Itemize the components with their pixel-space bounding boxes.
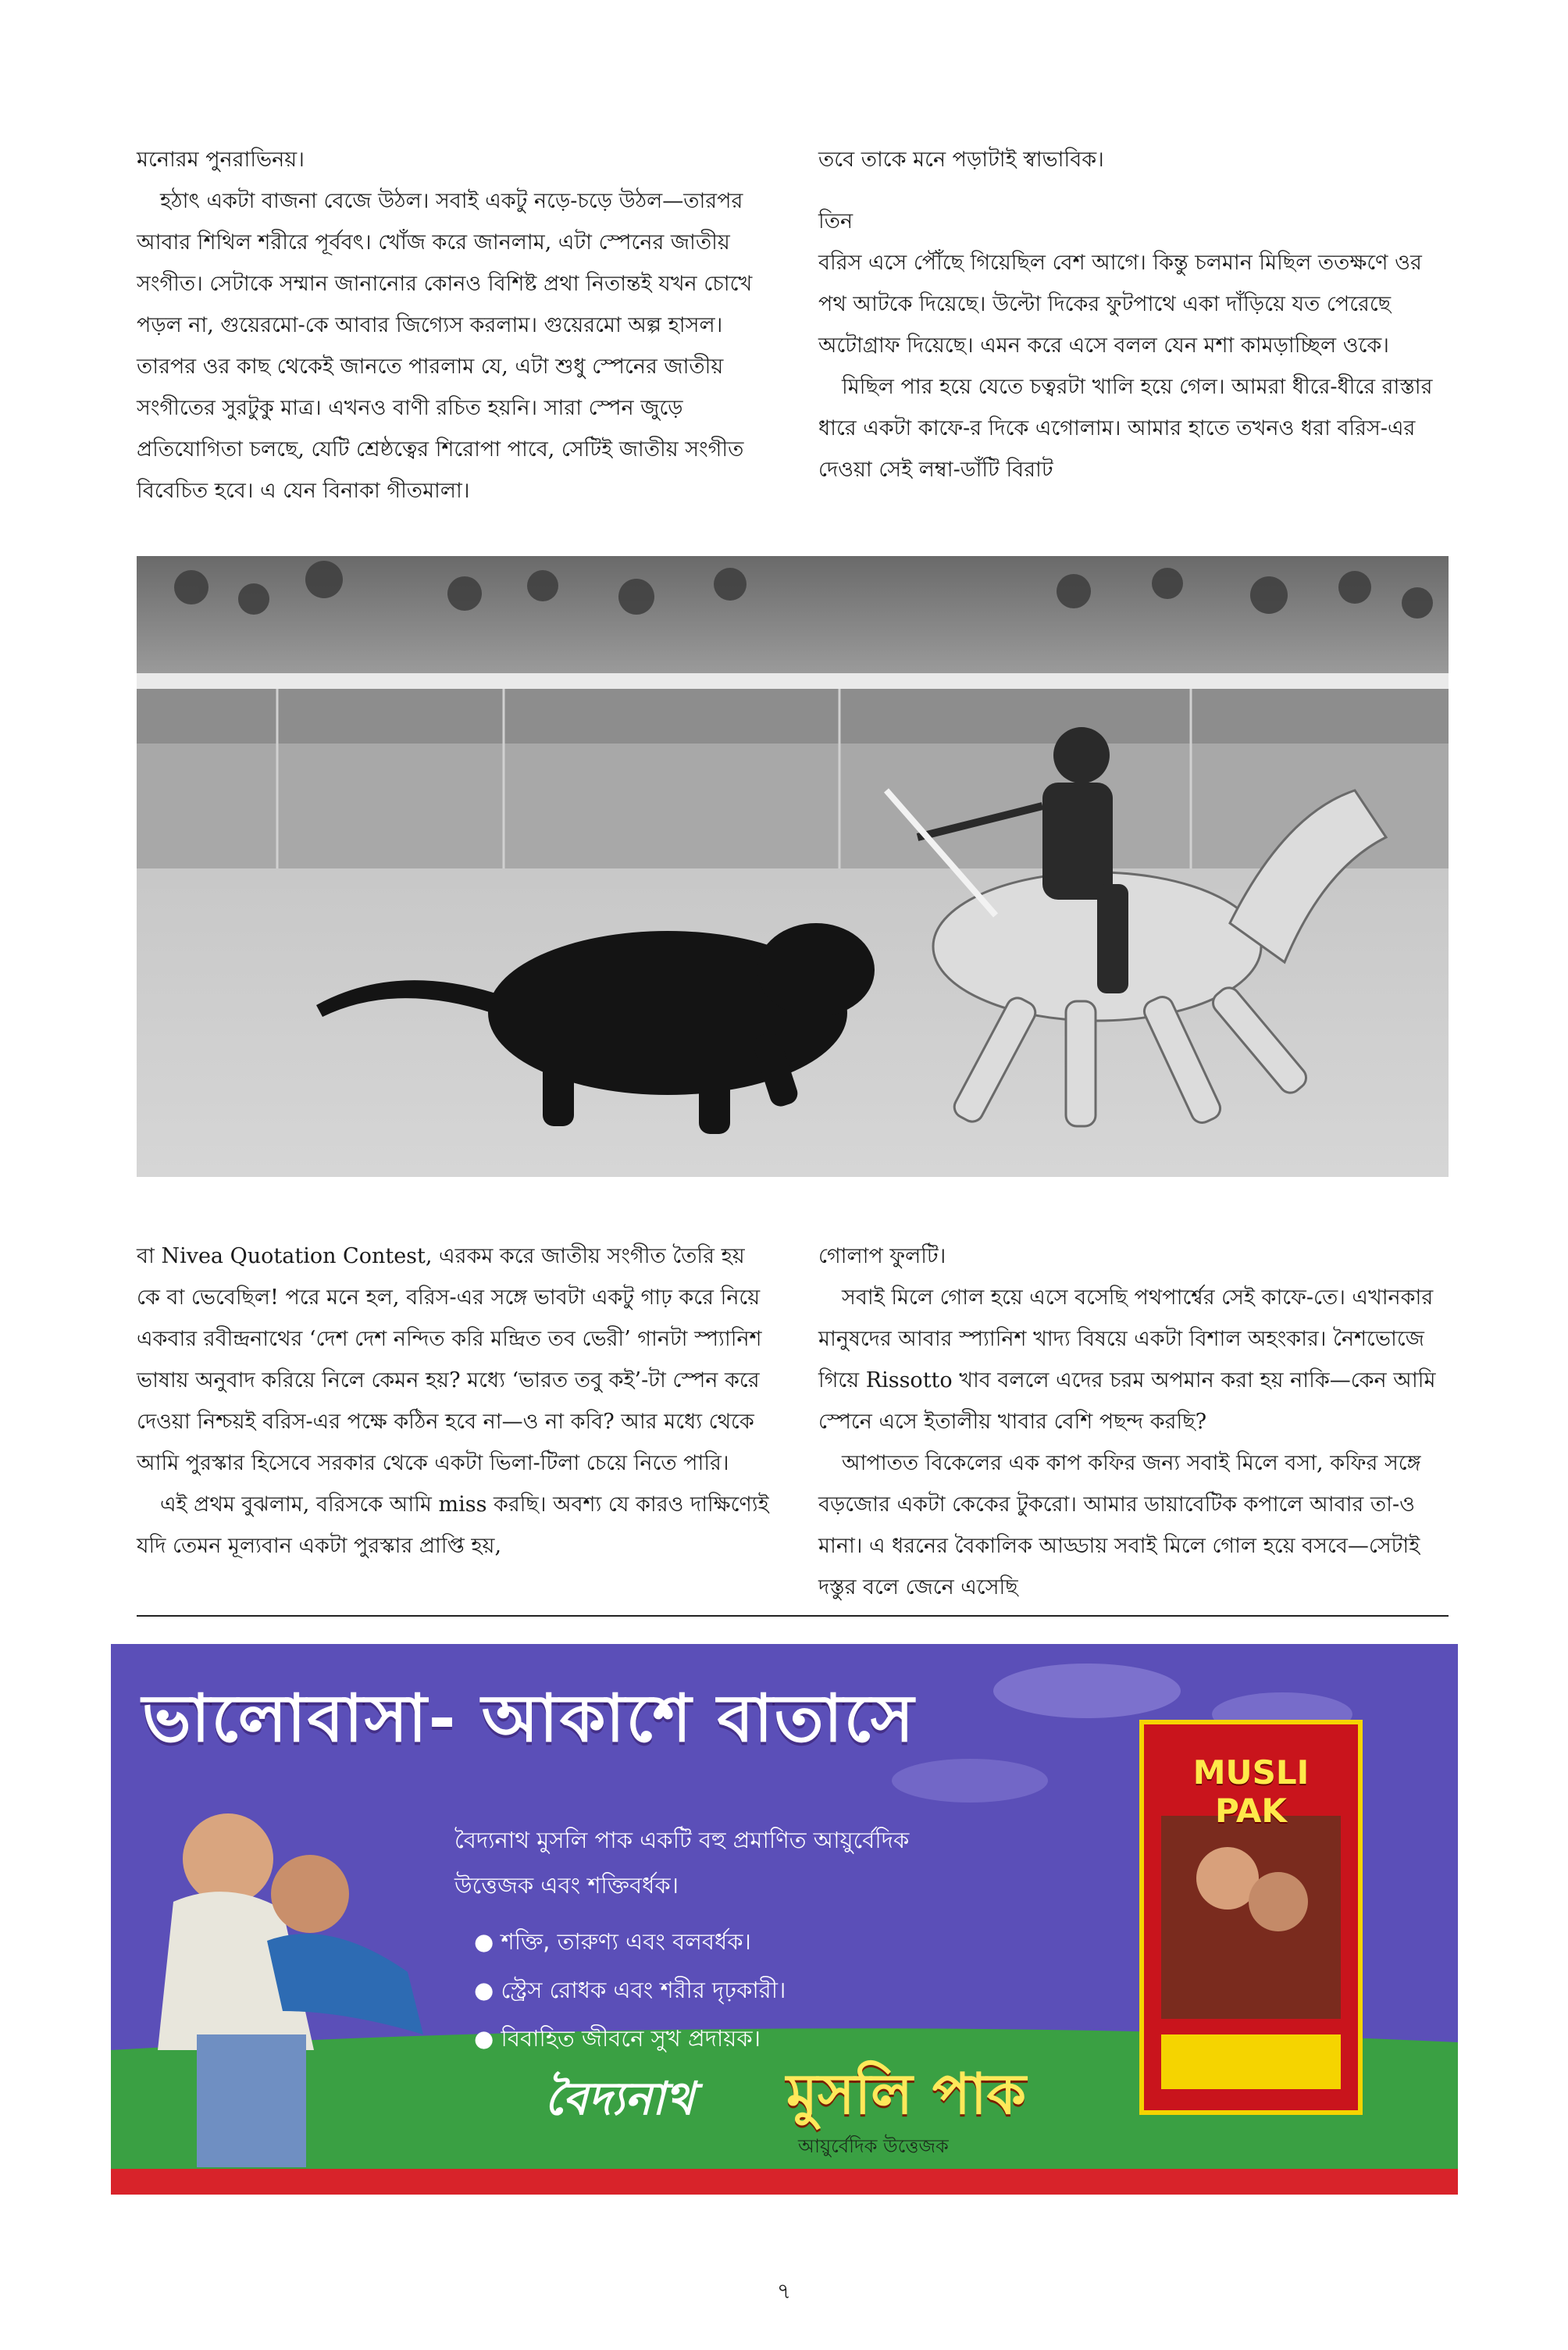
paragraph: মনোরম পুনরাভিনয়।: [137, 148, 305, 172]
bullfight-photo: [137, 556, 1449, 1177]
paragraph: তবে তাকে মনে পড়াটাই স্বাভাবিক।: [818, 148, 1104, 172]
ad-tagline: আয়ুর্বেদিক উত্তেজক: [798, 2135, 949, 2157]
ad-bullet: ● বিবাহিত জীবনে সুখ প্রদায়ক।: [474, 2014, 786, 2063]
ad-bullet: ● শক্তি, তারুণ্য এবং বলবর্ধক।: [474, 1917, 786, 1966]
page-number: ৭: [776, 2278, 792, 2304]
ad-bullet-list: [474, 1917, 786, 2063]
section-heading: তিন: [818, 209, 853, 234]
paragraph: বরিস এসে পৌঁছে গিয়েছিল বেশ আগে। কিন্তু চলমান মিছিল ততক্ষণে ওর পথ আটকে দিয়েছে। উল্টো দিকের ফুটপাথে একা দাঁড়িয়ে যত পেরেছে অটোগ্রাফ দিয়েছে। এমন করে এসে বলল যেন মশা কামড়াচ্ছিল ওকে।: [818, 251, 1422, 358]
section-divider: [137, 1615, 1449, 1617]
paragraph: এই প্রথম বুঝলাম, বরিসকে আমি miss করছি। অবশ্য যে কারও দাক্ষিণ্যেই যদি তেমন মূল্যবান একটা পুরস্কার প্রাপ্তি হয়,: [137, 1492, 769, 1558]
ad-headline: ভালোবাসা- আকাশে বাতাসে: [142, 1680, 916, 1756]
paragraph: হঠাৎ একটা বাজনা বেজে উঠল। সবাই একটু নড়ে-চড়ে উঠল—তারপর আবার শিথিল শরীরে পূর্ববৎ। খোঁজ করে জানলাম, এটা স্পেনের জাতীয় সংগীত। সেটাকে সম্মান জানানোর কোনও বিশিষ্ট প্রথা নিতান্তই যখন চোখে পড়ল না, গুয়েরমো-কে আবার জিগ্যেস করলাম। গুয়েরমো অল্প হাসল। তারপর ওর কাছ থেকেই জানতে পারলাম যে, এটা শুধু স্পেনের জাতীয় সংগীতের সুরটুকু মাত্র। এখনও বাণী রচিত হয়নি। সারা স্পেন জুড়ে প্রতিযোগিতা চলছে, যেটি শ্রেষ্ঠত্বের শিরোপা পাবে, সেটিই জাতীয় সংগীত বিবেচিত হবে। এ যেন বিনাকা গীতমালা।: [137, 189, 753, 503]
musli-pak-advertisement: [111, 1644, 1458, 2195]
article-column-bottom-left: [137, 1236, 769, 1567]
ad-product-name: মুসলি পাক: [786, 2061, 1026, 2127]
paragraph: মিছিল পার হয়ে যেতে চত্বরটা খালি হয়ে গেল। আমরা ধীরে-ধীরে রাস্তার ধারে একটা কাফে-র দিকে এগোলাম। আমার হাতে তখনও ধরা বরিস-এর দেওয়া সেই লম্বা-ডাঁটি বিরাট: [818, 375, 1433, 482]
ad-bullet: ● স্ট্রেস রোধক এবং শরীর দৃঢ়কারী।: [474, 1966, 786, 2014]
article-column-bottom-right: [818, 1236, 1451, 1608]
product-box-label: MUSLI PAK: [1192, 1753, 1310, 1830]
paragraph: সবাই মিলে গোল হয়ে এসে বসেছি পথপার্শ্বের সেই কাফে-তে। এখানকার মানুষদের আবার স্প্যানিশ খাদ্য বিষয়ে একটা বিশাল অহংকার। নৈশভোজে গিয়ে Rissotto খাব বললে এদের চরম অপমান করা হয় নাকি—কেন আমি স্পেনে এসে ইতালীয় খাবার বেশি পছন্দ করছি?: [818, 1286, 1436, 1434]
ad-brand-name: বৈদ্যনাথ: [544, 2072, 695, 2125]
ad-intro: বৈদ্যনাথ মুসলি পাক একটি বহু প্রমাণিত আয়ুর্বেদিক উত্তেজক এবং শক্তিবর্ধক।: [454, 1827, 910, 1899]
article-column-top-left: [137, 139, 769, 512]
paragraph: বা Nivea Quotation Contest, এরকম করে জাতীয় সংগীত তৈরি হয় কে বা ভেবেছিল! পরে মনে হল, বরিস-এর সঙ্গে ভাবটা একটু গাঢ় করে নিয়ে একবার রবীন্দ্রনাথের ‘দেশ দেশ নন্দিত করি মন্দ্রিত তব ভেরী’ গানটা স্প্যানিশ ভাষায় অনুবাদ করিয়ে নিলে কেমন হয়? মধ্যে ‘ভারত তবু কই’-টা স্পেন করে দেওয়া নিশ্চয়ই বরিস-এর পক্ষে কঠিন হবে না—ও না কবি? আর মধ্যে থেকে আমি পুরস্কার হিসেবে সরকার থেকে একটা ভিলা-টিলা চেয়ে নিতে পারি।: [137, 1244, 762, 1475]
paragraph: গোলাপ ফুলটি।: [818, 1244, 946, 1268]
paragraph: আপাতত বিকেলের এক কাপ কফির জন্য সবাই মিলে বসা, কফির সঙ্গে বড়জোর একটা কেকের টুকরো। আমার ডায়াবেটিক কপালে আবার তা-ও মানা। এ ধরনের বৈকালিক আড্ডায় সবাই মিলে গোল হয়ে বসবে—সেটাই দস্তুর বলে জেনে এসেছি: [818, 1451, 1421, 1599]
article-column-top-right: [818, 139, 1451, 490]
